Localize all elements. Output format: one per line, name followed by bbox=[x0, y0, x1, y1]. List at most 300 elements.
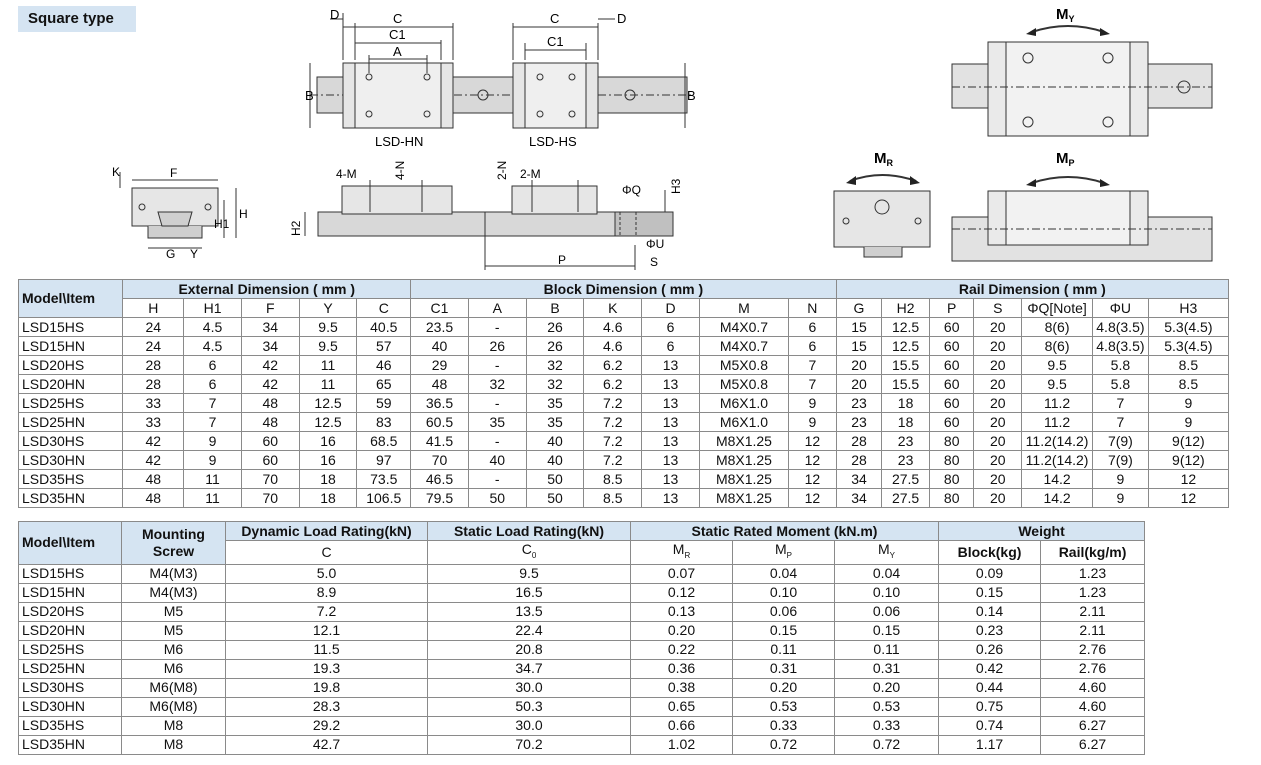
t1-col-header: A bbox=[468, 299, 526, 318]
table-cell: 30.0 bbox=[428, 678, 631, 697]
table-cell: 16.5 bbox=[428, 583, 631, 602]
table-cell: 7 bbox=[184, 394, 242, 413]
t1-body bbox=[19, 318, 1229, 508]
table-cell: 0.75 bbox=[939, 697, 1041, 716]
table-cell: 11.2 bbox=[1022, 394, 1093, 413]
table-cell: 46 bbox=[357, 356, 411, 375]
table-cell: 80 bbox=[929, 432, 974, 451]
dim-h3: H3 bbox=[669, 178, 683, 194]
table-cell: 0.10 bbox=[835, 583, 939, 602]
table-cell: 26 bbox=[468, 337, 526, 356]
table-cell: M8 bbox=[122, 716, 226, 735]
dim-c-left: C bbox=[393, 11, 403, 26]
table-cell: 13 bbox=[642, 394, 700, 413]
table-cell: M4(M3) bbox=[122, 564, 226, 583]
model-cell: LSD15HN bbox=[19, 337, 123, 356]
table-cell: 4.8(3.5) bbox=[1093, 337, 1149, 356]
table-cell: 59 bbox=[357, 394, 411, 413]
dim-k: K bbox=[112, 165, 121, 179]
t1-col-header: C1 bbox=[411, 299, 469, 318]
table-cell: 0.07 bbox=[631, 564, 733, 583]
table-cell: 13 bbox=[642, 470, 700, 489]
table-cell: 12 bbox=[789, 489, 837, 508]
model-cell: LSD35HN bbox=[19, 489, 123, 508]
table-cell: 6 bbox=[184, 356, 242, 375]
table-cell: 48 bbox=[123, 489, 184, 508]
table-cell: M5 bbox=[122, 602, 226, 621]
table-cell: 11.2(14.2) bbox=[1022, 451, 1093, 470]
table-cell: 2.11 bbox=[1041, 602, 1145, 621]
t1-column-headers bbox=[19, 299, 1229, 318]
model-cell: LSD25HS bbox=[19, 640, 122, 659]
table-cell: 60 bbox=[929, 337, 974, 356]
table-cell: 13 bbox=[642, 413, 700, 432]
table-cell: M6 bbox=[122, 659, 226, 678]
table-cell: 0.15 bbox=[939, 583, 1041, 602]
table-cell: 7 bbox=[184, 413, 242, 432]
t2-sub-static: $C_0$ bbox=[428, 541, 631, 565]
table-cell: 12 bbox=[1148, 470, 1228, 489]
table-row bbox=[19, 697, 1145, 716]
table-cell: 11.2(14.2) bbox=[1022, 432, 1093, 451]
model-cell: LSD35HS bbox=[19, 470, 123, 489]
table-cell: 6 bbox=[642, 318, 700, 337]
table-cell: 42 bbox=[123, 432, 184, 451]
table-cell: 0.36 bbox=[631, 659, 733, 678]
table-cell: 6 bbox=[642, 337, 700, 356]
table-cell: 20 bbox=[836, 356, 882, 375]
table-row bbox=[19, 337, 1229, 356]
table-cell: 7(9) bbox=[1093, 432, 1149, 451]
table-cell: - bbox=[468, 470, 526, 489]
table-cell: 40 bbox=[411, 337, 469, 356]
table-cell: 23 bbox=[882, 451, 930, 470]
table-cell: M6 bbox=[122, 640, 226, 659]
table-cell: 7.2 bbox=[584, 451, 642, 470]
table-cell: 0.31 bbox=[733, 659, 835, 678]
table-cell: - bbox=[468, 432, 526, 451]
table-cell: 6 bbox=[789, 337, 837, 356]
table-cell: 28 bbox=[836, 432, 882, 451]
table-cell: 50 bbox=[526, 470, 584, 489]
table-cell: 27.5 bbox=[882, 470, 930, 489]
table-cell: 0.06 bbox=[733, 602, 835, 621]
load-rating-table bbox=[18, 521, 1145, 755]
table-cell: 23 bbox=[836, 413, 882, 432]
table-cell: 35 bbox=[526, 413, 584, 432]
table-cell: 20 bbox=[974, 432, 1022, 451]
table-row bbox=[19, 716, 1145, 735]
table-cell: 18 bbox=[882, 394, 930, 413]
t1-col-header: H2 bbox=[882, 299, 930, 318]
table-cell: 7.2 bbox=[584, 413, 642, 432]
table-cell: 9 bbox=[184, 451, 242, 470]
table-cell: 8(6) bbox=[1022, 337, 1093, 356]
table-cell: 41.5 bbox=[411, 432, 469, 451]
table-cell: 11 bbox=[184, 489, 242, 508]
t1-col-header: P bbox=[929, 299, 974, 318]
model-cell: LSD25HN bbox=[19, 413, 123, 432]
table-cell: 12 bbox=[789, 432, 837, 451]
table-cell: 33 bbox=[123, 394, 184, 413]
t1-col-header: H3 bbox=[1148, 299, 1228, 318]
table-cell: 9(12) bbox=[1148, 451, 1228, 470]
table-cell: 80 bbox=[929, 451, 974, 470]
model-cell: LSD30HS bbox=[19, 678, 122, 697]
table-cell: 28 bbox=[123, 356, 184, 375]
table-cell: 7.2 bbox=[584, 394, 642, 413]
dim-b-left: B bbox=[305, 88, 314, 103]
table-cell: 40.5 bbox=[357, 318, 411, 337]
t1-col-header: ΦQ[Note] bbox=[1022, 299, 1093, 318]
table-cell: 42 bbox=[241, 356, 299, 375]
table-cell: 20 bbox=[974, 337, 1022, 356]
table-cell: 46.5 bbox=[411, 470, 469, 489]
table-row bbox=[19, 470, 1229, 489]
table-cell: 9.5 bbox=[299, 337, 357, 356]
table-cell: 6.27 bbox=[1041, 735, 1145, 754]
table-row bbox=[19, 735, 1145, 754]
table-cell: - bbox=[468, 318, 526, 337]
t2-sub-dynamic: C bbox=[226, 541, 428, 565]
model-cell: LSD25HS bbox=[19, 394, 123, 413]
table-cell: 80 bbox=[929, 489, 974, 508]
table-cell: 4.60 bbox=[1041, 678, 1145, 697]
t2-head-static: Static Load Rating(kN) bbox=[428, 522, 631, 541]
table-cell: 9 bbox=[789, 413, 837, 432]
table-cell: 4.60 bbox=[1041, 697, 1145, 716]
table-cell: 9.5 bbox=[299, 318, 357, 337]
dim-f: F bbox=[170, 166, 178, 180]
table-cell: 70 bbox=[411, 451, 469, 470]
table-cell: 0.20 bbox=[733, 678, 835, 697]
dim-2-n: 2-N bbox=[495, 160, 509, 180]
table-cell: 8.5 bbox=[1148, 356, 1228, 375]
t1-col-header: S bbox=[974, 299, 1022, 318]
dim-h2: H2 bbox=[289, 220, 303, 236]
table-cell: 12.1 bbox=[226, 621, 428, 640]
table-cell: 60 bbox=[929, 318, 974, 337]
table-cell: 34.7 bbox=[428, 659, 631, 678]
table-row bbox=[19, 318, 1229, 337]
moment-mp-drawing bbox=[950, 145, 1215, 265]
table-cell: 73.5 bbox=[357, 470, 411, 489]
t2-head-moment: Static Rated Moment (kN.m) bbox=[631, 522, 939, 541]
table-cell: 9 bbox=[1093, 470, 1149, 489]
table-cell: 60.5 bbox=[411, 413, 469, 432]
table-cell: M8X1.25 bbox=[699, 470, 788, 489]
table-cell: 13 bbox=[642, 489, 700, 508]
table-cell: 11.5 bbox=[226, 640, 428, 659]
label-lsd-hs: LSD-HS bbox=[529, 134, 577, 149]
dim-d-right: D bbox=[617, 11, 627, 26]
table-cell: 15 bbox=[836, 337, 882, 356]
t1-col-header: Y bbox=[299, 299, 357, 318]
table-cell: 1.23 bbox=[1041, 583, 1145, 602]
dim-4-m: 4-M bbox=[336, 167, 357, 181]
table-cell: 4.6 bbox=[584, 318, 642, 337]
table-cell: 20 bbox=[836, 375, 882, 394]
table-cell: 8(6) bbox=[1022, 318, 1093, 337]
dim-h1: H1 bbox=[214, 217, 230, 231]
moment-mr-label: $M_R$ bbox=[874, 150, 893, 168]
table-cell: 70 bbox=[241, 489, 299, 508]
dim-h: H bbox=[239, 207, 248, 221]
table-cell: 12.5 bbox=[882, 337, 930, 356]
table-cell: 6 bbox=[789, 318, 837, 337]
model-cell: LSD30HN bbox=[19, 697, 122, 716]
t1-group-external: External Dimension ( mm ) bbox=[123, 280, 411, 299]
table-cell: 8.5 bbox=[584, 489, 642, 508]
table-row bbox=[19, 659, 1145, 678]
t2-corner: Model\Item bbox=[19, 522, 122, 565]
table-cell: 60 bbox=[241, 451, 299, 470]
table-cell: 20 bbox=[974, 451, 1022, 470]
table-cell: 0.09 bbox=[939, 564, 1041, 583]
table-cell: 13 bbox=[642, 451, 700, 470]
table-cell: 0.04 bbox=[835, 564, 939, 583]
model-cell: LSD20HN bbox=[19, 375, 123, 394]
table-cell: 34 bbox=[241, 318, 299, 337]
table-cell: M8 bbox=[122, 735, 226, 754]
table-cell: 35 bbox=[468, 413, 526, 432]
table-cell: 23 bbox=[882, 432, 930, 451]
table-cell: 0.74 bbox=[939, 716, 1041, 735]
end-view-drawing bbox=[110, 160, 250, 260]
table-cell: 5.8 bbox=[1093, 375, 1149, 394]
table-cell: 35 bbox=[526, 394, 584, 413]
table-cell: M5X0.8 bbox=[699, 375, 788, 394]
table-row bbox=[19, 621, 1145, 640]
table-cell: 65 bbox=[357, 375, 411, 394]
table-cell: 12.5 bbox=[299, 394, 357, 413]
table-cell: 97 bbox=[357, 451, 411, 470]
table-cell: 70 bbox=[241, 470, 299, 489]
table-cell: 13 bbox=[642, 356, 700, 375]
table-cell: 23.5 bbox=[411, 318, 469, 337]
table-cell: M6(M8) bbox=[122, 697, 226, 716]
table-cell: 50.3 bbox=[428, 697, 631, 716]
table-cell: 16 bbox=[299, 432, 357, 451]
table-cell: 32 bbox=[526, 356, 584, 375]
moment-mr-drawing bbox=[830, 145, 935, 265]
table-cell: 34 bbox=[836, 489, 882, 508]
table-cell: M4X0.7 bbox=[699, 318, 788, 337]
table-cell: 0.22 bbox=[631, 640, 733, 659]
table-cell: 9.5 bbox=[428, 564, 631, 583]
table-cell: 20 bbox=[974, 413, 1022, 432]
table-cell: 8.5 bbox=[584, 470, 642, 489]
dimension-table bbox=[18, 279, 1229, 508]
table-cell: M5 bbox=[122, 621, 226, 640]
table-cell: 15.5 bbox=[882, 356, 930, 375]
table-row bbox=[19, 583, 1145, 602]
side-view-drawing bbox=[280, 150, 690, 275]
table-cell: 12.5 bbox=[882, 318, 930, 337]
table-row bbox=[19, 375, 1229, 394]
table-cell: 26 bbox=[526, 318, 584, 337]
table-cell: 0.53 bbox=[733, 697, 835, 716]
table-cell: 32 bbox=[526, 375, 584, 394]
table-cell: M8X1.25 bbox=[699, 432, 788, 451]
table-cell: 0.11 bbox=[835, 640, 939, 659]
t1-group-block: Block Dimension ( mm ) bbox=[411, 280, 837, 299]
table-cell: 23 bbox=[836, 394, 882, 413]
model-cell: LSD20HS bbox=[19, 602, 122, 621]
table-cell: 79.5 bbox=[411, 489, 469, 508]
table-cell: 29 bbox=[411, 356, 469, 375]
t1-col-header: ΦU bbox=[1093, 299, 1149, 318]
dim-c1-left: C1 bbox=[389, 27, 406, 42]
table-cell: 40 bbox=[526, 451, 584, 470]
table-cell: 4.8(3.5) bbox=[1093, 318, 1149, 337]
table-cell: 8.9 bbox=[226, 583, 428, 602]
model-cell: LSD15HS bbox=[19, 564, 122, 583]
table-cell: 11 bbox=[299, 356, 357, 375]
table-cell: 48 bbox=[411, 375, 469, 394]
table-cell: 18 bbox=[299, 470, 357, 489]
t2-sub-rail: Rail(kg/m) bbox=[1041, 541, 1145, 565]
table-cell: 80 bbox=[929, 470, 974, 489]
model-cell: LSD35HN bbox=[19, 735, 122, 754]
model-cell: LSD35HS bbox=[19, 716, 122, 735]
table-row bbox=[19, 413, 1229, 432]
table-cell: 2.76 bbox=[1041, 659, 1145, 678]
table-cell: 14.2 bbox=[1022, 489, 1093, 508]
table-cell: 0.12 bbox=[631, 583, 733, 602]
table-cell: 26 bbox=[526, 337, 584, 356]
table-cell: 16 bbox=[299, 451, 357, 470]
table-cell: 7 bbox=[1093, 394, 1149, 413]
table-cell: 13 bbox=[642, 432, 700, 451]
table-cell: 22.4 bbox=[428, 621, 631, 640]
table-cell: 0.44 bbox=[939, 678, 1041, 697]
t2-sub-my: $M_Y$ bbox=[835, 541, 939, 565]
dim-y: Y bbox=[190, 247, 199, 260]
model-cell: LSD25HN bbox=[19, 659, 122, 678]
table-cell: 15.5 bbox=[882, 375, 930, 394]
table-cell: 60 bbox=[929, 394, 974, 413]
table-row bbox=[19, 640, 1145, 659]
table-cell: 0.33 bbox=[733, 716, 835, 735]
table-cell: 5.8 bbox=[1093, 356, 1149, 375]
table-cell: 60 bbox=[241, 432, 299, 451]
table-cell: 30.0 bbox=[428, 716, 631, 735]
t2-sub-mp: $M_P$ bbox=[733, 541, 835, 565]
t2-head-weight: Weight bbox=[939, 522, 1145, 541]
dim-b-right: B bbox=[687, 88, 696, 103]
table-cell: 0.38 bbox=[631, 678, 733, 697]
dim-g: G bbox=[166, 247, 176, 260]
table-cell: 7.2 bbox=[226, 602, 428, 621]
table-cell: 12.5 bbox=[299, 413, 357, 432]
table-cell: 0.20 bbox=[835, 678, 939, 697]
table-cell: 4.6 bbox=[584, 337, 642, 356]
table-cell: 20 bbox=[974, 356, 1022, 375]
table-cell: 36.5 bbox=[411, 394, 469, 413]
table-cell: 6.27 bbox=[1041, 716, 1145, 735]
table-cell: 57 bbox=[357, 337, 411, 356]
table-cell: 18 bbox=[882, 413, 930, 432]
moment-my-label: $M_Y$ bbox=[1056, 6, 1075, 24]
table-cell: 5.0 bbox=[226, 564, 428, 583]
table-cell: 7 bbox=[1093, 413, 1149, 432]
table-cell: 0.26 bbox=[939, 640, 1041, 659]
table-cell: 0.06 bbox=[835, 602, 939, 621]
dim-4-n: 4-N bbox=[393, 160, 407, 180]
table-cell: 19.8 bbox=[226, 678, 428, 697]
table-row bbox=[19, 356, 1229, 375]
t1-col-header: D bbox=[642, 299, 700, 318]
t1-col-header: M bbox=[699, 299, 788, 318]
table-cell: 32 bbox=[468, 375, 526, 394]
top-view-drawing bbox=[285, 5, 705, 150]
table-cell: 68.5 bbox=[357, 432, 411, 451]
table-cell: 6.2 bbox=[584, 356, 642, 375]
model-cell: LSD20HN bbox=[19, 621, 122, 640]
table-cell: 0.20 bbox=[631, 621, 733, 640]
model-cell: LSD30HN bbox=[19, 451, 123, 470]
model-cell: LSD30HS bbox=[19, 432, 123, 451]
table-cell: 24 bbox=[123, 337, 184, 356]
table-cell: 40 bbox=[526, 432, 584, 451]
table-cell: 9.5 bbox=[1022, 375, 1093, 394]
table-cell: 0.15 bbox=[835, 621, 939, 640]
t1-corner: Model\Item bbox=[19, 280, 123, 318]
table-cell: 4.5 bbox=[184, 337, 242, 356]
table-cell: 13.5 bbox=[428, 602, 631, 621]
table-cell: 9.5 bbox=[1022, 356, 1093, 375]
t1-col-header: B bbox=[526, 299, 584, 318]
table-cell: 0.65 bbox=[631, 697, 733, 716]
table-cell: 34 bbox=[836, 470, 882, 489]
table-cell: - bbox=[468, 356, 526, 375]
table-cell: 60 bbox=[929, 375, 974, 394]
table-cell: M6(M8) bbox=[122, 678, 226, 697]
table-cell: 20 bbox=[974, 470, 1022, 489]
table-cell: 0.11 bbox=[733, 640, 835, 659]
table-cell: 19.3 bbox=[226, 659, 428, 678]
t2-head-dynamic: Dynamic Load Rating(kN) bbox=[226, 522, 428, 541]
table-cell: 48 bbox=[241, 394, 299, 413]
table-cell: - bbox=[468, 394, 526, 413]
table-cell: M5X0.8 bbox=[699, 356, 788, 375]
table-cell: 83 bbox=[357, 413, 411, 432]
table-cell: 0.72 bbox=[835, 735, 939, 754]
table-cell: 0.14 bbox=[939, 602, 1041, 621]
table-row bbox=[19, 394, 1229, 413]
table-row bbox=[19, 432, 1229, 451]
dim-c1-right: C1 bbox=[547, 34, 564, 49]
table-cell: 20.8 bbox=[428, 640, 631, 659]
dim-a: A bbox=[393, 44, 402, 59]
table-cell: 7 bbox=[789, 375, 837, 394]
table-cell: 1.23 bbox=[1041, 564, 1145, 583]
table-row bbox=[19, 489, 1229, 508]
table-cell: 1.02 bbox=[631, 735, 733, 754]
table-cell: 11 bbox=[184, 470, 242, 489]
table-cell: 5.3(4.5) bbox=[1148, 318, 1228, 337]
t1-col-header: F bbox=[241, 299, 299, 318]
table-cell: 0.72 bbox=[733, 735, 835, 754]
table-cell: 4.5 bbox=[184, 318, 242, 337]
table-cell: 18 bbox=[299, 489, 357, 508]
dim-c-right: C bbox=[550, 11, 560, 26]
table-cell: 20 bbox=[974, 318, 1022, 337]
table-cell: 2.76 bbox=[1041, 640, 1145, 659]
table-cell: 20 bbox=[974, 489, 1022, 508]
table-cell: M6X1.0 bbox=[699, 394, 788, 413]
